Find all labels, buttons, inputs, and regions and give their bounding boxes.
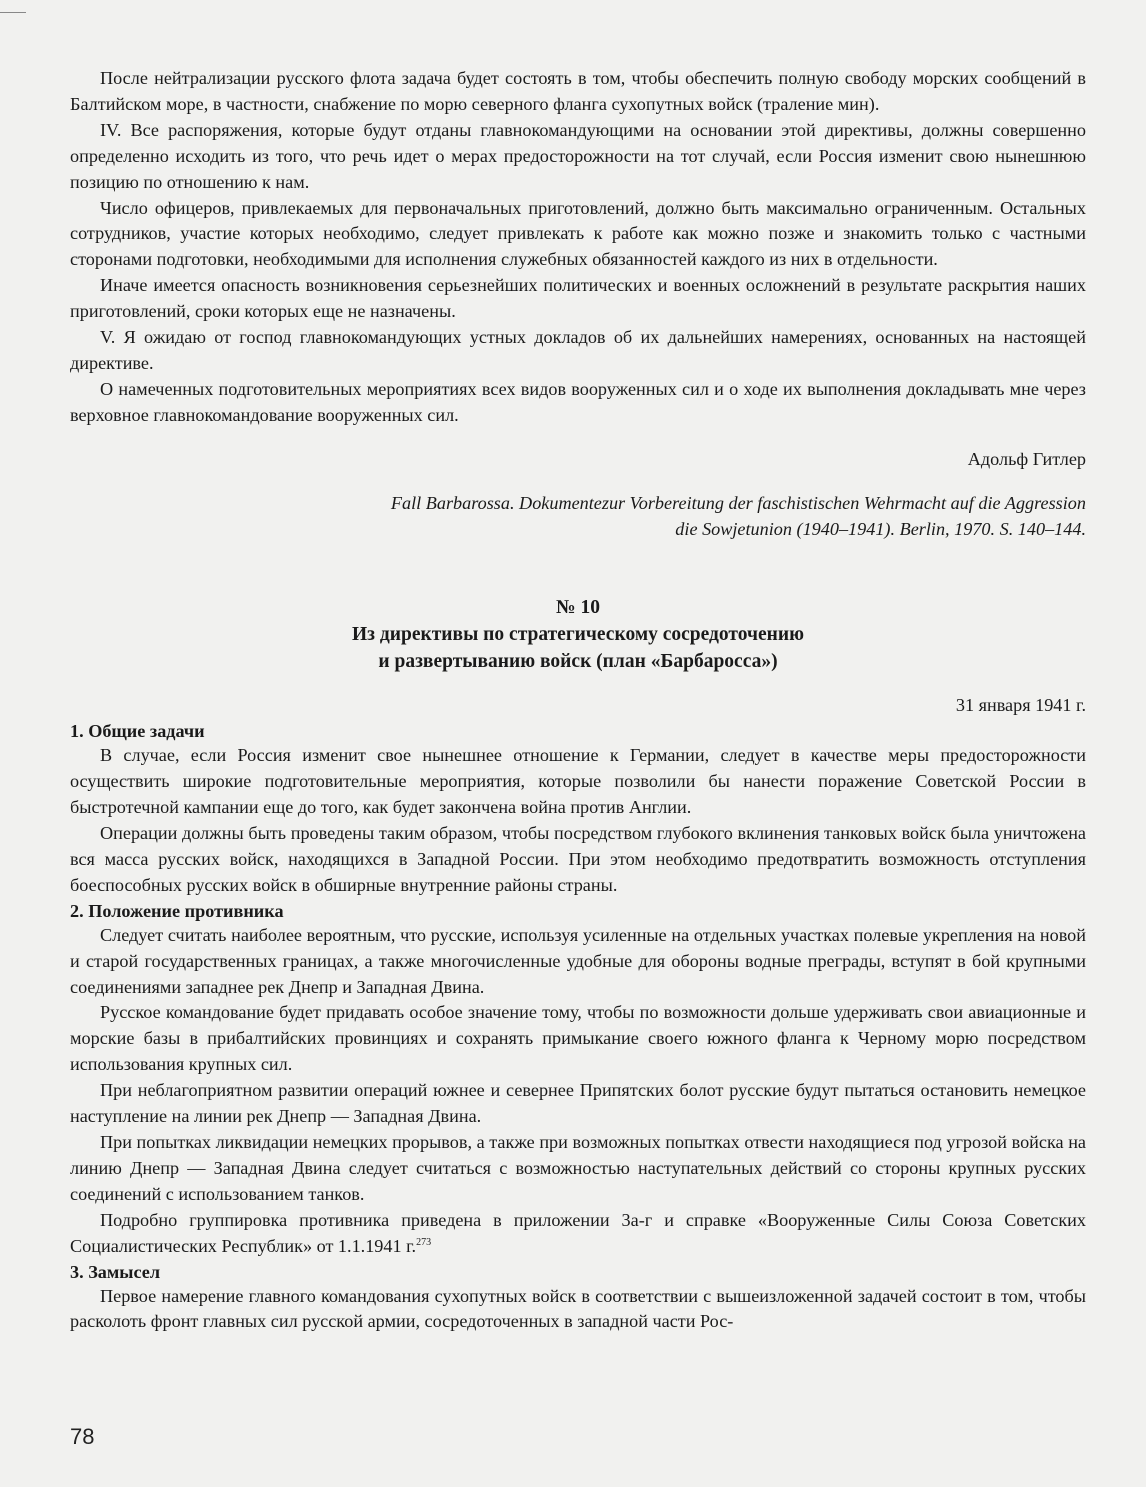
section-general-tasks	[70, 719, 1086, 898]
section-enemy-position	[70, 899, 1086, 1260]
paragraph: При попытках ликвидации немецких прорывов, а также при возможных попытках отвести находящиеся под угрозой войска на линию Днепр — Западная Двина следует считаться с возможностью наступательных действий со стороны крупных русских соединений с использованием танков.	[70, 1132, 1086, 1204]
signature: Адольф Гитлер	[967, 448, 1086, 469]
source-line: Fall Barbarossa. Dokumentezur Vorbereitung der faschistischen Wehrmacht auf die Aggression	[390, 492, 1086, 513]
section-plan	[70, 1260, 1086, 1336]
document-title-line: Из директивы по стратегическому сосредоточению	[352, 624, 804, 646]
source-citation	[70, 491, 1086, 543]
page-body	[70, 66, 1086, 1335]
paragraph: Следует считать наиболее вероятным, что русские, используя усиленные на отдельных участках полевые укрепления на новой и старой государственных границах, а также многочисленные удобные для обороны водные преграды, вступят в бой крупными соединениями западнее рек Днепр и Западная Двина.	[70, 924, 1086, 997]
footnote-ref: 273	[416, 1236, 432, 1248]
paragraph: V. Я ожидаю от господ главнокомандующих устных докладов об их дальнейших намерениях, основанных на настоящей директиве.	[70, 327, 1086, 373]
paragraph: При неблагоприятном развитии операций южнее и севернее Припятских болот русские будут пытаться остановить немецкое наступление на линии рек Днепр — Западная Двина.	[70, 1080, 1086, 1127]
scan-corner-mark	[0, 12, 26, 13]
document-date: 31 января 1941 г.	[955, 695, 1086, 716]
paragraph-text: Подробно группировка противника приведена в приложении 3а-г и справке «Вооруженные Силы Союза Советских Социалистических Республик» от 1.1.1941 г.	[70, 1209, 1086, 1256]
paragraph: После нейтрализации русского флота задача будет состоять в том, чтобы обеспечить полную свободу морских сообщений в Балтийском море, в частности, снабжение по морю северного фланга сухопутных войск (траление мин).	[70, 68, 1086, 114]
section-heading: 3. Замысел	[70, 1261, 161, 1282]
paragraph: Число офицеров, привлекаемых для первоначальных приготовлений, должно быть максимально ограниченным. Остальных сотрудников, участие которых необходимо, следует привлекать к работе как можно позже и знакомить только с частными сторонами подготовки, необходимыми для исполнения служебных обязанностей каждого из них в отдельности.	[70, 197, 1086, 270]
section-heading: 1. Общие задачи	[70, 721, 205, 742]
source-line: die Sowjetunion (1940–1941). Berlin, 1970. S. 140–144.	[675, 518, 1086, 539]
intro-text	[70, 66, 1086, 429]
paragraph: Первое намерение главного командования сухопутных войск в соответствии с вышеизложенной задачей состоит в том, чтобы расколоть фронт главных сил русской армии, сосредоточенных в западной части Рос-	[70, 1285, 1086, 1332]
paragraph	[70, 1208, 1086, 1260]
paragraph: IV. Все распоряжения, которые будут отданы главнокомандующими на основании этой директивы, должны совершенно определенно исходить из того, что речь идет о мерах предосторожности на тот случай, если Россия изменит свою нынешнюю позицию по отношению к нам.	[70, 119, 1086, 192]
section-heading: 2. Положение противника	[70, 900, 284, 921]
document-title	[70, 621, 1086, 675]
paragraph: Иначе имеется опасность возникновения серьезнейших политических и военных осложнений в результате раскрытия наших приготовлений, сроки которых еще не назначены.	[70, 275, 1086, 322]
document-number: № 10	[556, 597, 600, 619]
page-number: 78	[70, 1424, 95, 1449]
paragraph: В случае, если Россия изменит свое нынешнее отношение к Германии, следует в качестве меры предосторожности осуществить широкие подготовительные мероприятия, которые позволили бы нанести поражение Советской России в быстротечной кампании еще до того, как будет закончена война против Англии.	[70, 745, 1086, 818]
document-title-line: и развертыванию войск (план «Барбаросса»)	[378, 651, 778, 673]
paragraph: Русское командование будет придавать особое значение тому, чтобы по возможности дольше удерживать свои авиационные и морские базы в прибалтийских провинциях и сохранять примыкание своего южного фланга к Черному морю посредством использования крупных сил.	[70, 1002, 1086, 1075]
paragraph: О намеченных подготовительных мероприятиях всех видов вооруженных сил и о ходе их выполнения докладывать мне через верховное главнокомандование вооруженных сил.	[70, 378, 1086, 425]
paragraph: Операции должны быть проведены таким образом, чтобы посредством глубокого вклинения танковых войск была уничтожена вся масса русских войск, находящихся в Западной России. При этом необходимо предотвратить возможность отступления боеспособных русских войск в обширные внутренние районы страны.	[70, 823, 1086, 895]
